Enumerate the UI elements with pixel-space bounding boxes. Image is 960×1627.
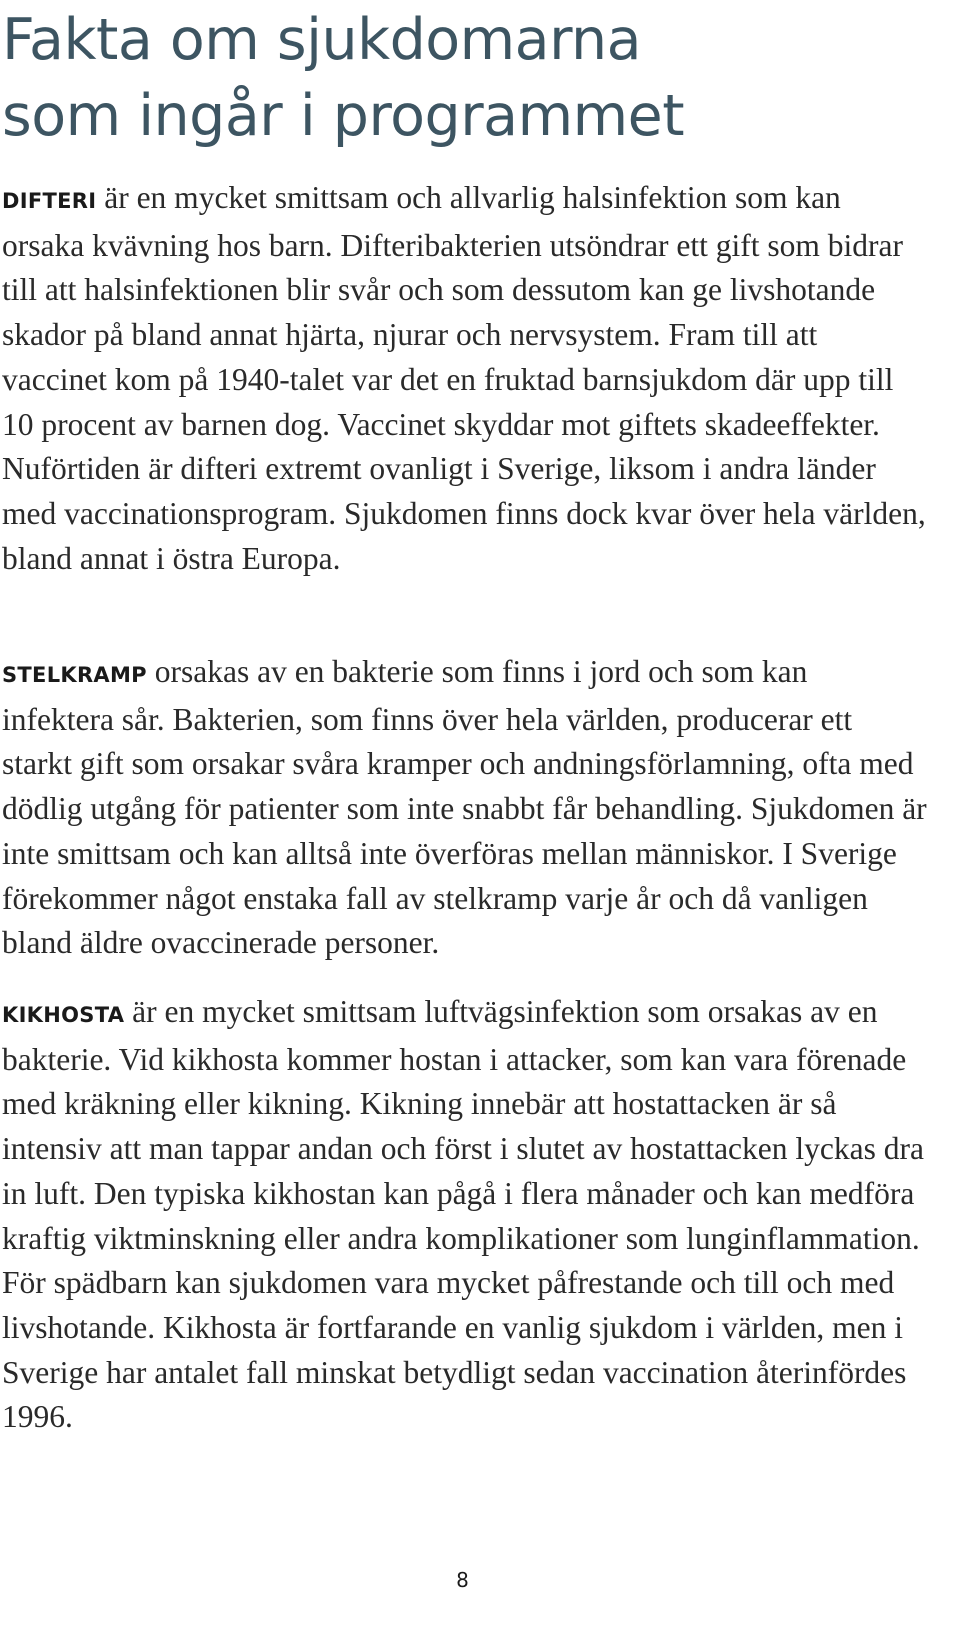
section-kikhosta	[2, 990, 927, 1440]
term-kikhosta: KIKHOSTA	[2, 1003, 125, 1027]
page-number: 8	[456, 1568, 469, 1592]
section-stelkramp	[2, 650, 927, 966]
page-title-line-1: Fakta om sjukdomarna	[2, 7, 642, 73]
section-difteri-text: är en mycket smittsam och allvarlig halsinfektion som kan orsaka kvävning hos barn. Difteribakterien utsöndrar ett gift som bidrar till att halsinfektionen blir svår och som dessutom kan ge livshotande skador på bland annat hjärta, njurar och nervsystem. Fram till att vaccinet kom på 1940-talet var det en fruktad barnsjukdom där upp till 10 procent av barnen dog. Vaccinet skyddar mot giftets skadeeffekter. Nuförtiden är difteri extremt ovanligt i Sverige, liksom i andra länder med vaccinationsprogram. Sjukdomen finns dock kvar över hela världen, bland annat i östra Europa.	[2, 180, 926, 576]
page-title	[2, 0, 932, 154]
term-stelkramp: STELKRAMP	[2, 663, 147, 687]
term-difteri: DIFTERI	[2, 189, 97, 213]
section-kikhosta-text: är en mycket smittsam luftvägsinfektion som orsakas av en bakterie. Vid kikhosta kommer hostan i attacker, som kan vara förenade med kräkning eller kikning. Kikning innebär att hostattacken är så intensiv att man tappar andan och först i slutet av hostattacken lyckas dra in luft. Den typiska kikhostan kan pågå i flera månader och kan medföra kraftig viktminskning eller andra komplikationer som lunginflammation. För spädbarn kan sjukdomen vara mycket påfrestande och till och med livshotande. Kikhosta är fortfarande en vanlig sjukdom i världen, men i Sverige har antalet fall minskat betydligt sedan vaccination återinfördes 1996.	[2, 994, 924, 1435]
section-difteri	[2, 176, 927, 581]
page-title-line-2: som ingår i programmet	[2, 83, 685, 149]
section-stelkramp-text: orsakas av en bakterie som finns i jord och som kan infektera sår. Bakterien, som finns över hela världen, producerar ett starkt gift som orsakar svåra kramper och andningsförlamning, ofta med dödlig utgång för patienter som inte snabbt får behandling. Sjukdomen är inte smittsam och kan alltså inte överföras mellan människor. I Sverige förekommer något enstaka fall av stelkramp varje år och då vanligen bland äldre ovaccinerade personer.	[2, 654, 927, 961]
